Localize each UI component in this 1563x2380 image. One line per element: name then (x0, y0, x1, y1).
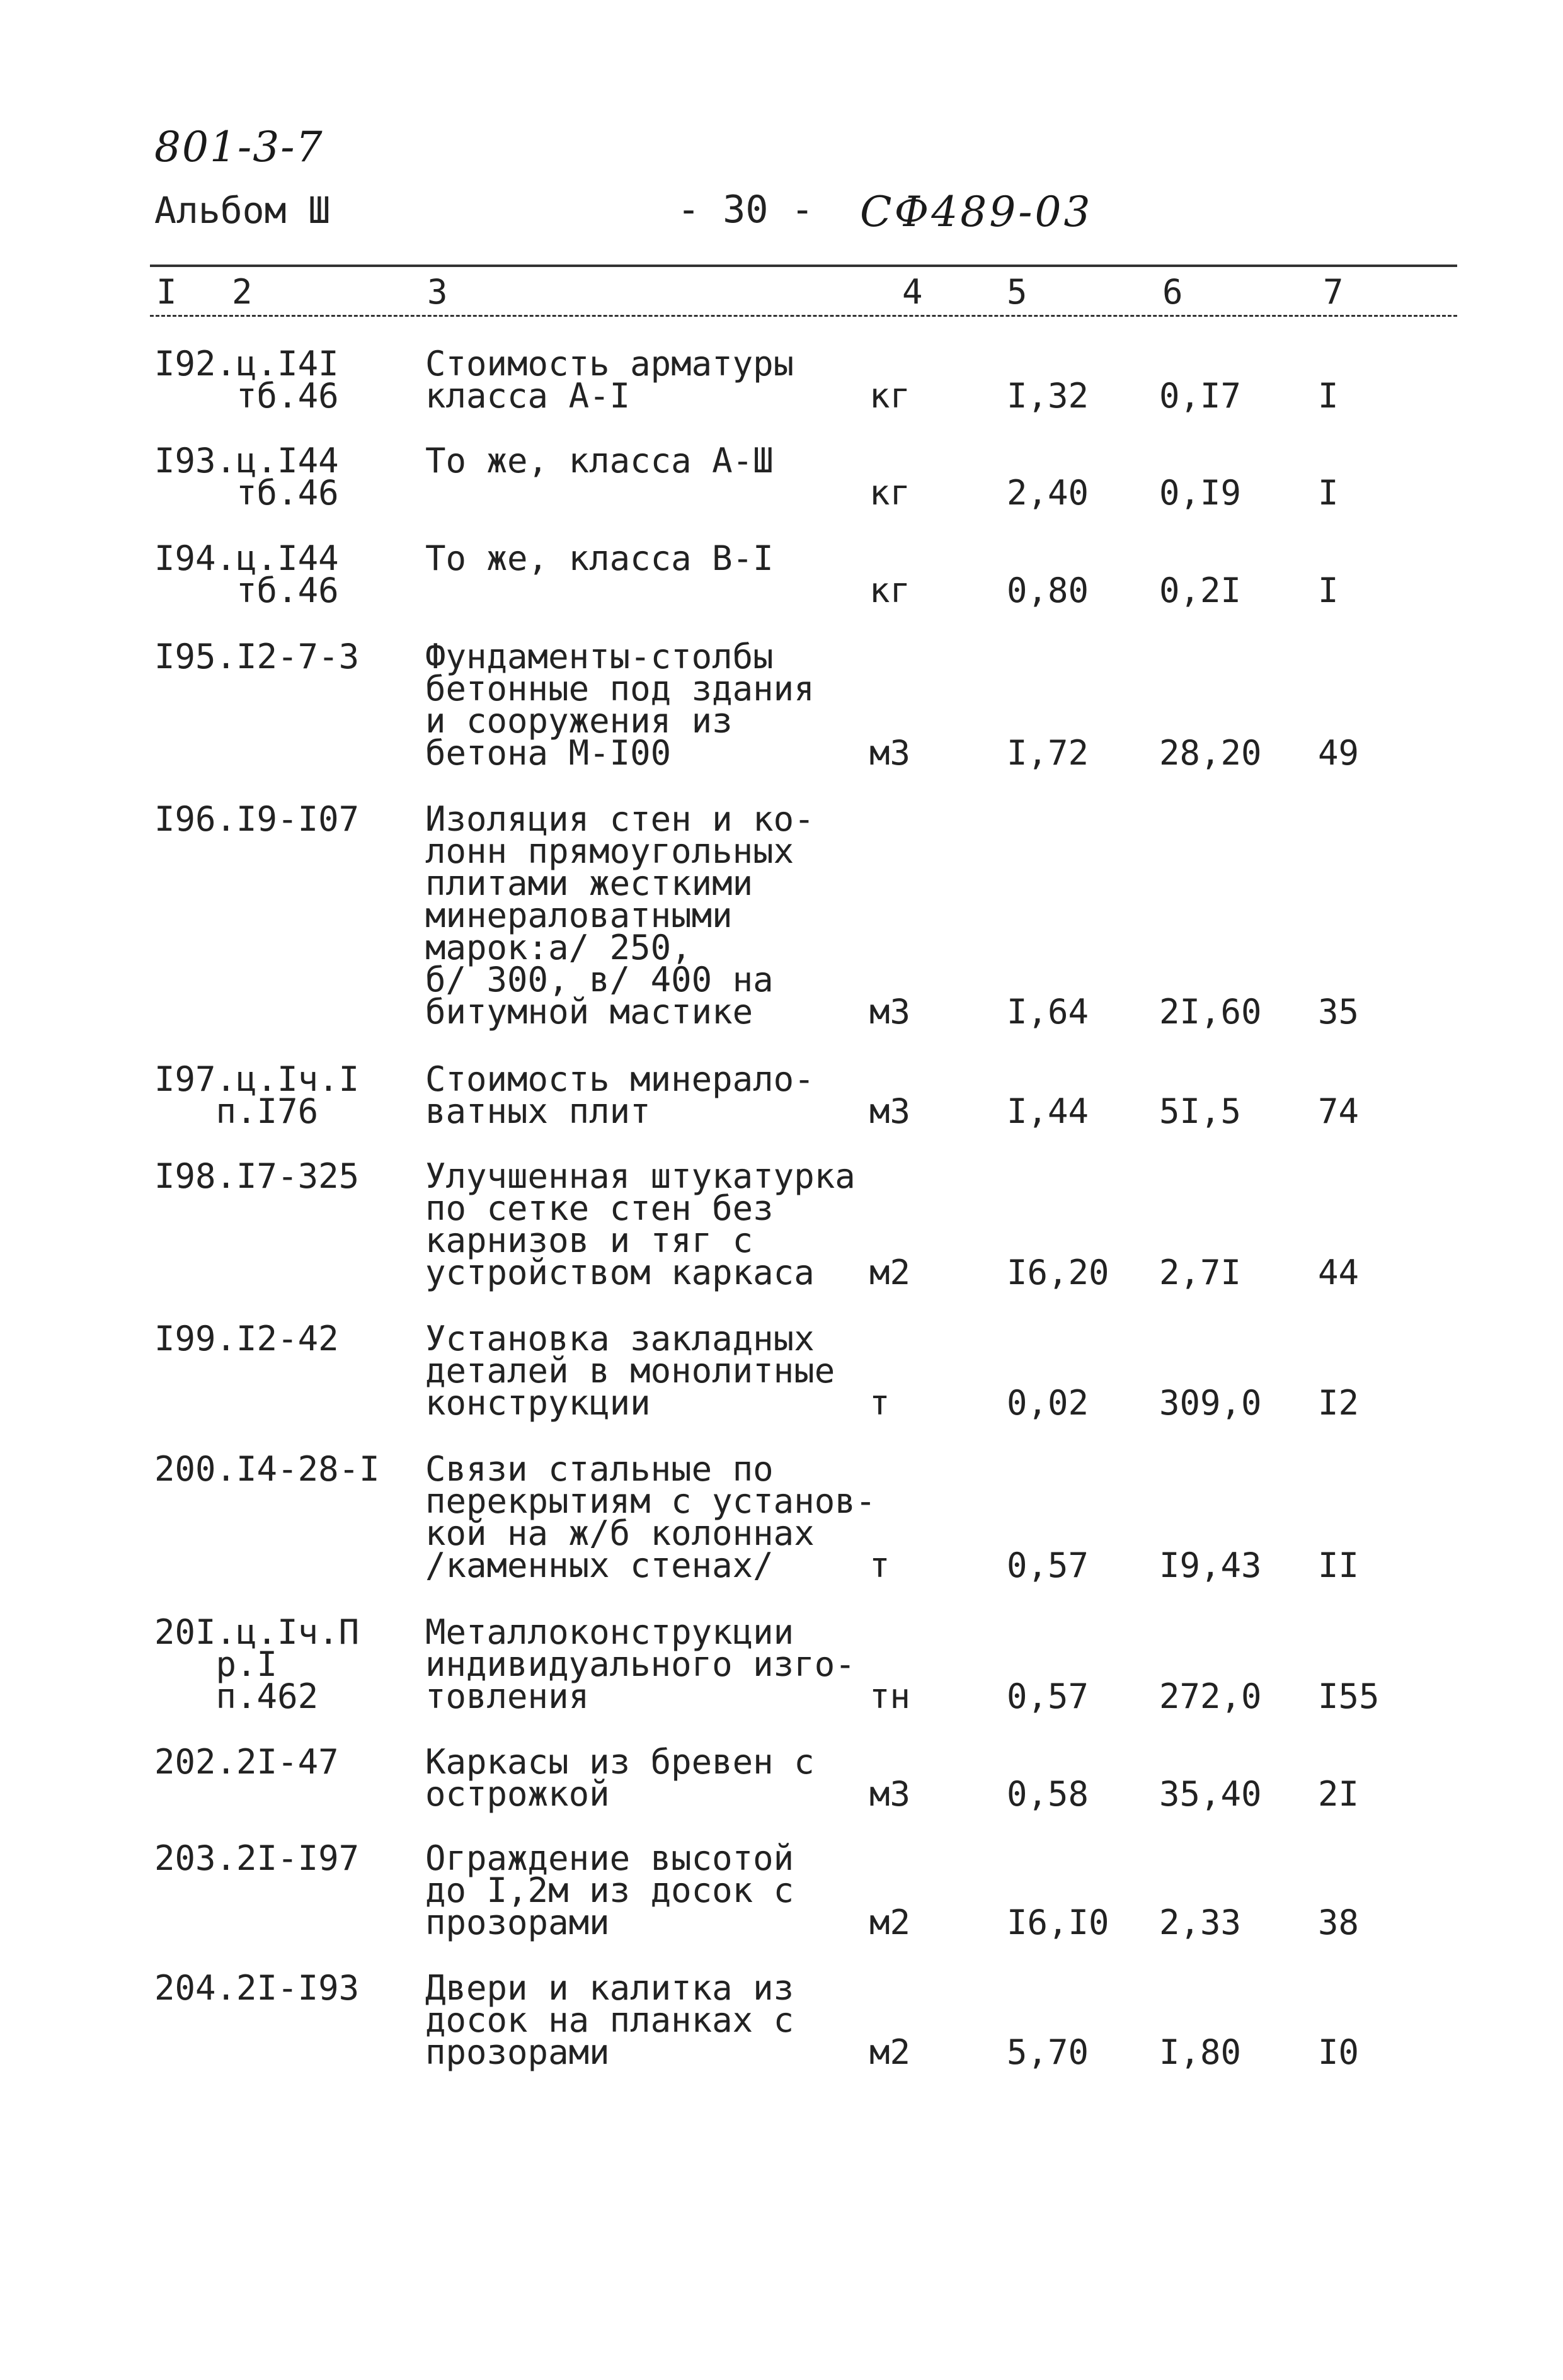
row-unit: тн (869, 1677, 911, 1716)
row-quantity: I,72 (1007, 733, 1089, 773)
row-code: I96.I9-I07 (154, 799, 360, 839)
row-quantity: I,44 (1007, 1091, 1089, 1131)
row-description: Двери и калитка из досок на планках с прозорами (425, 1968, 794, 2072)
column-header-5: 5 (1007, 272, 1028, 312)
row-description: Связи стальные по перекрытиям с установ- кой на ж/б колоннах /каменных стенах/ (425, 1449, 876, 1585)
row-description: Ограждение высотой до I,2м из досок с прозорами (425, 1838, 794, 1942)
row-unit: м2 (869, 1253, 911, 1292)
row-unit-price: 0,I7 (1159, 376, 1242, 416)
column-header-4: 4 (902, 272, 923, 312)
row-total: II (1318, 1546, 1360, 1585)
row-quantity: I,64 (1007, 992, 1089, 1032)
row-quantity: I,32 (1007, 376, 1089, 416)
row-code: 203.2I-I97 (154, 1838, 360, 1878)
row-unit-price: 2,33 (1159, 1903, 1242, 1942)
row-unit-price: I9,43 (1159, 1546, 1262, 1585)
row-unit: кг (869, 571, 911, 610)
row-quantity: 0,57 (1007, 1546, 1089, 1585)
row-unit-price: 0,I9 (1159, 473, 1242, 513)
row-quantity: 0,57 (1007, 1677, 1089, 1716)
row-code: 202.2I-47 (154, 1742, 339, 1782)
row-unit: кг (869, 376, 911, 416)
page-number: - 30 - (677, 188, 814, 232)
row-total: I55 (1318, 1677, 1380, 1716)
row-code: I99.I2-42 (154, 1319, 339, 1358)
column-header-1: I (156, 272, 177, 312)
row-unit: м2 (869, 1903, 911, 1942)
row-description: Металлоконструкции индивидуального изго- товления (425, 1612, 856, 1716)
row-code: 200.I4-28-I (154, 1449, 380, 1489)
row-code: 20I.ц.Iч.П р.I п.462 (154, 1612, 360, 1716)
row-total: 35 (1318, 992, 1360, 1032)
album-label: Альбом Ш (154, 189, 331, 232)
row-total: 44 (1318, 1253, 1360, 1292)
row-total: I (1318, 473, 1339, 513)
row-quantity: 5,70 (1007, 2032, 1089, 2072)
row-total: I (1318, 376, 1339, 416)
row-unit-price: I,80 (1159, 2032, 1242, 2072)
row-total: 49 (1318, 733, 1360, 773)
handwritten-series-code: 801-3-7 (154, 123, 324, 171)
row-unit: кг (869, 473, 911, 513)
row-description: Фундаменты-столбы бетонные под здания и сооружения из бетона М-I00 (425, 637, 815, 773)
row-total: 2I (1318, 1774, 1360, 1814)
row-description: Улучшенная штукатурка по сетке стен без карнизов и тяг с устройством каркаса (425, 1156, 856, 1292)
row-code: I98.I7-325 (154, 1156, 360, 1196)
row-description: То же, класса А-Ш (425, 441, 774, 481)
row-unit: т (869, 1383, 890, 1423)
column-header-7: 7 (1323, 272, 1344, 312)
row-code: I97.ц.Iч.I п.I76 (154, 1059, 360, 1131)
row-description: Каркасы из бревен с острожкой (425, 1742, 815, 1814)
row-quantity: 2,40 (1007, 473, 1089, 513)
row-total: I (1318, 571, 1339, 610)
row-unit: м3 (869, 1091, 911, 1131)
row-description: То же, класса В-I (425, 538, 774, 578)
row-total: I0 (1318, 2032, 1360, 2072)
row-unit-price: 272,0 (1159, 1677, 1262, 1716)
row-unit-price: 2,7I (1159, 1253, 1242, 1292)
row-description: Изоляция стен и ко- лонн прямоугольных плитами жесткими минераловатными марок:а/ 250, б/ 300, в/ 400 на битумной мастике (425, 799, 815, 1032)
row-code: I92.ц.I4I тб.46 (154, 344, 339, 416)
row-unit-price: 5I,5 (1159, 1091, 1242, 1131)
row-total: 38 (1318, 1903, 1360, 1942)
row-description: Стоимость минерало- ватных плит (425, 1059, 815, 1131)
row-unit: м3 (869, 992, 911, 1032)
column-header-2: 2 (232, 272, 253, 312)
row-total: I2 (1318, 1383, 1360, 1423)
row-total: 74 (1318, 1091, 1360, 1131)
row-quantity: 0,02 (1007, 1383, 1089, 1423)
row-unit: т (869, 1546, 890, 1585)
row-unit: м3 (869, 1774, 911, 1814)
row-code: 204.2I-I93 (154, 1968, 360, 2008)
row-unit: м3 (869, 733, 911, 773)
handwritten-project-code: СФ489-03 (860, 188, 1093, 236)
row-code: I95.I2-7-3 (154, 637, 360, 676)
row-quantity: 0,58 (1007, 1774, 1089, 1814)
column-header-6: 6 (1162, 272, 1183, 312)
row-code: I93.ц.I44 тб.46 (154, 441, 339, 513)
row-unit-price: 0,2I (1159, 571, 1242, 610)
row-unit-price: 2I,60 (1159, 992, 1262, 1032)
row-unit-price: 28,20 (1159, 733, 1262, 773)
row-quantity: 0,80 (1007, 571, 1089, 610)
column-header-3: 3 (427, 272, 448, 312)
row-description: Установка закладных деталей в монолитные конструкции (425, 1319, 835, 1423)
row-unit: м2 (869, 2032, 911, 2072)
header-top-rule (150, 265, 1457, 267)
row-quantity: I6,20 (1007, 1253, 1109, 1292)
header-bottom-rule (150, 315, 1457, 317)
row-unit-price: 35,40 (1159, 1774, 1262, 1814)
row-quantity: I6,I0 (1007, 1903, 1109, 1942)
row-description: Стоимость арматуры класса А-I (425, 344, 794, 416)
row-code: I94.ц.I44 тб.46 (154, 538, 339, 610)
row-unit-price: 309,0 (1159, 1383, 1262, 1423)
